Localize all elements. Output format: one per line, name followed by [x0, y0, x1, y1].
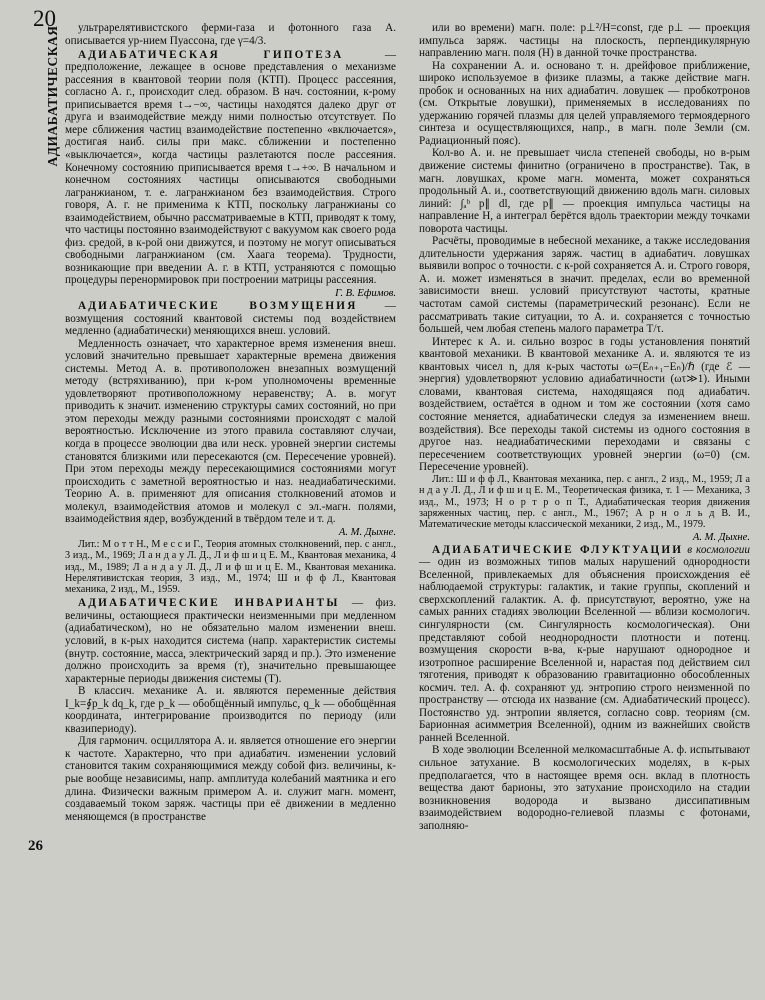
- right-column: [419, 22, 750, 832]
- section-dash-invariants: — физ. величины, остающиеся практически неизменными при медленном (адиабатическом), но не обязательно малом изменении внеш. условий, в к-рых находится система (напр. характеристик системы (внутр. состояние, масса, электрический заряд и пр.). Это изменение должно происходить за время (т), значительно превышающее характерные периоды движения системы (Т).: [65, 597, 396, 685]
- literature-right: Лит.: Ш и ф ф Л., Квантовая механика, пер. с англ., 2 изд., М., 1959; Л а н д а у Л. Д., Л и ф ш и ц Е. М., Теоретическая физика, т. 1 — Механика, 3 изд., М., 1973; Н о р т р о п Т., Адиабатическая теория движения заряженных частиц, пер. с англ., М., 1967; А р н о л ь д В. И., Математические методы классической механики, 2 изд., М., 1979.: [419, 473, 750, 531]
- section-body-hypothesis: квантовой теории поля (КТП). Процесс рассеяния, согласно А. г., происходит след. образом. В нач. состоянии, к-рому приписывается время t→−∞, частицы находятся далеко друг от друга и взаимодействие между ними полностью отсутствует. По мере сближения частиц взаимодействие постепенно «включается», достигая наиб. силы при макс. сближении и постепенно «выключается», когда частицы разлетаются после рассеяния. Конечному состоянию приписывается время t→+∞. В начальном и конечном состояниях частицы описываются свободными лагранжианом, т. е. лагранжианом без взаимодействия. Строго говоря, А. г. не применима к КТП, поскольку лагранжианы со взаимодействием, обычно рассматриваемые в КТП, приводят к тому, что частицы постоянно взаимодействуют с вакуумом как своего рода физ. средой, в к-рой они движутся, и поэтому не могут описываться свободными лагранжианом (см. Хаага теорема). Трудности, возникающие при введении А. г. в КТП, устраняются с помощью процедуры перенормировок при построении матрицы рассеяния.: [65, 73, 396, 287]
- section-heading-hypothesis: АДИАБАТИЧЕСКАЯ ГИПОТЕЗА: [78, 48, 344, 61]
- section-dash-hypothesis: — предположение, лежащее в основе представления о механизме рассеяния в: [65, 48, 396, 86]
- section-adiabatic-hypothesis: [65, 49, 396, 287]
- section-body-fluctuations: — один из возможных типов малых нарушений однородности Вселенной, привлекаемых для объяснения происхождения её наблюдаемой структуры: галактик, и такие группы, скоплений и сверхскоплений галактик. А. ф. присутствуют, вероятно, уже на самых ранних стадиях эволюции Вселенной — вблизи космологич. сингулярности (см. Сингулярность космологическая). Они представляют собой неоднородности плотности и потенц. возмущения скорости в-ва, к-рые нарушают однородное и изотропное расширение Вселенной и, нарастая под действием сил тяготения, приводят к образованию гравитационно обособленных космич. тел. А. ф. сохраняют уд. энтропию строго неизменной по пространству — отсюда их название (см. Адиабатический процесс). Постоянство уд. энтропии является, согласно совр. теориям (см. Барионная асимметрия Вселенной), одним из важнейших свойств ранней Вселенной.: [419, 556, 750, 744]
- right-paragraph-2: Кол-во А. и. не превышает числа степеней свободы, но в-рым движение системы финитно (ограничено в пространстве). Так, в магн. ловушках, кроме магн. момента, может сохраняться продольный А. и., соответствующий движению вдоль магн. силовых линий: ∫ₐᵇ p∥ dl, где p∥ — проекция импульса частицы на направление H, а интеграл берётся вдоль траектории между точками поворота частицы.: [419, 147, 750, 235]
- page-number-top: 20: [33, 6, 56, 31]
- author-right: А. М. Дыхне.: [692, 531, 750, 543]
- section-dash-perturbations: — возмущения состояний квантовой системы под воздействием медленно (адиабатически) меняющихся внеш. условий.: [65, 299, 396, 338]
- section-adiabatic-fluctuations: [419, 544, 750, 745]
- invariants-body-3: Для гармонич. осциллятора А. и. является отношение его энергии к частоте. Характерно, что при адиабатич. изменении условий становится таким сохраняющимися между собой физ. величины, к-рые вообще независимы, напр. амплитуда колебаний маятника и его длина. Физически важным примером А. и. служит магн. момент, создаваемый током заряж. частицы при её движении в медленно меняющемся (в пространстве: [65, 735, 396, 823]
- right-paragraph-1: На сохранении А. и. основано т. н. дрейфовое приближение, широко используемое в физике плазмы, а также действие магн. пробок и основанных на них адиабатич. ловушек — пробкотронов (см. Открытые ловушки), применяемых в исследованиях по удержанию горячей плазмы для целей управляемого термоядерного синтеза и осуществляющихся, напр., в магн. поле Земли (см. Радиационный пояс).: [419, 59, 750, 147]
- section-adiabatic-invariants: [65, 597, 396, 685]
- text-columns: [65, 22, 750, 832]
- author-hypothesis: Г. В. Ефимов.: [335, 287, 396, 299]
- fluctuations-final-paragraph: В ходе эволюции Вселенной мелкомасштабные А. ф. испытывают сильное затухание. В космологических моделях, в к-рых предполагается, что в настоящее время осн. вклад в плотность вещества дают барионы, это затухание происходило на стадии возникновения водорода и вызвано диссипативным взаимодействием водородно-гелиевой плазмы с фотонами, заполняю-: [419, 744, 750, 832]
- right-paragraph-4: Интерес к А. и. сильно возрос в годы установления понятий квантовой механики. В квантовой механике А. и. являются те из квантовых чисел n, для к-рых частоты ω=(Eₙ₊₁−Eₙ)/ℏ (где ℰ — энергия) удовлетворяют условию адиабатичности (ωτ≫1). Иными словами, квантовая система, находящаяся под адиабатич. воздействием, остаётся в одном и том же состоянии (хотя само состояние меняется, адиабатически следуя за изменением внеш. воздействия). Все переходы такой системы из одного состояния в другое наз. неадиабатическими переходами и связаны с пересечением соответствующих уровней энергии (ω=0) (см. Пересечение уровней).: [419, 335, 750, 474]
- left-intro-paragraph: ультрарелятивистского ферми-газа и фотонного газа А. описывается ур-нием Пуассона, где γ=4/3.: [65, 22, 396, 47]
- section-heading-fluctuations: АДИАБАТИЧЕСКИЕ ФЛУКТУАЦИИ: [432, 543, 684, 556]
- left-column: [65, 22, 396, 832]
- right-intro-paragraph: или во времени) магн. поле: p⊥²/H=const, где p⊥ — проекция импульса заряж. частицы на плоскость, перпендикулярную направлению магн. поля (H) в данной точке пространства.: [419, 22, 750, 60]
- page-number-bottom: 26: [28, 838, 43, 854]
- side-running-head: АДИАБАТИЧЕСКАЯ: [45, 25, 60, 167]
- literature-left: Лит.: М о т т Н., М е с с и Г., Теория атомных столкновений, пер. с англ., 3 изд., М., 1969; Л а н д а у Л. Д., Л и ф ш и ц Е. М., Квантовая механика, 4 изд., М., 1989; Л а н д а у Л. Д., Л и ф ш и ц Е. М., Квантовая механика. Нерелятивистская теория, 3 изд., М., 1974; Ш и ф ф Л., Квантовая механика, 2 изд., М., 1959.: [65, 538, 396, 596]
- section-body-perturbations: Медленность означает, что характерное время изменения внеш. условий значительно превышает характерные времена движения системы. Метод А. в. противоположен внезапных возмущений методу (встряхиванию), при к-ром уполномочены временны́е удовлетворяют противоположному неравенству; А. в. могут приводить к значит. изменению структуры самих состояний, но при этом переходы между разными состояниями происходят с малой вероятностью. Исключение из этого правила составляют случаи, когда в процессе эволюции два или неск. уровней энергии системы становятся близкими или пересекаются (см. Пересечение уровней). При этом переходы между пересекающимися состояниями могут происходить с заметной вероятностью и наз. неадиабатическими. Теорию А. в. применяют для описания столкновений атомов и молекул, взаимодействия атомов и молекул с эл.-магн. полями, взаимодействия ядер, возбуждений в твёрдом теле и т. д.: [65, 337, 396, 526]
- author-perturbations: А. М. Дыхне.: [338, 526, 396, 538]
- section-heading-invariants: АДИАБАТИЧЕСКИЕ ИНВАРИАНТЫ: [78, 597, 340, 610]
- section-adiabatic-perturbations: [65, 300, 396, 338]
- section-context-fluctuations: в космологии: [683, 543, 750, 556]
- section-heading-perturbations: АДИАБАТИЧЕСКИЕ ВОЗМУЩЕНИЯ: [78, 299, 358, 312]
- invariants-body-2: В классич. механике А. и. являются переменные действия I_k=∮p_k dq_k, где p_k — обобщённый импульс, q_k — обобщённая координата, интегрирование производится по периоду (или квазипериоду).: [65, 685, 396, 735]
- right-paragraph-3: Расчёты, проводимые в небесной механике, а также исследования длительности удержания заряж. частиц в адиабатич. ловушках выявили вопрос о точности. с к-рой сохраняется А. и. Строго говоря, А. и. может изменяться в значит. пределах, если во временной зависимости внеш. условий присутствуют частоты, кратные частотам самой системы (параметрический резонанс). Если не рассматривать такие ситуации, то А. и. сохраняется с точностью большей, чем любая степень малого параметра Т/τ.: [419, 235, 750, 336]
